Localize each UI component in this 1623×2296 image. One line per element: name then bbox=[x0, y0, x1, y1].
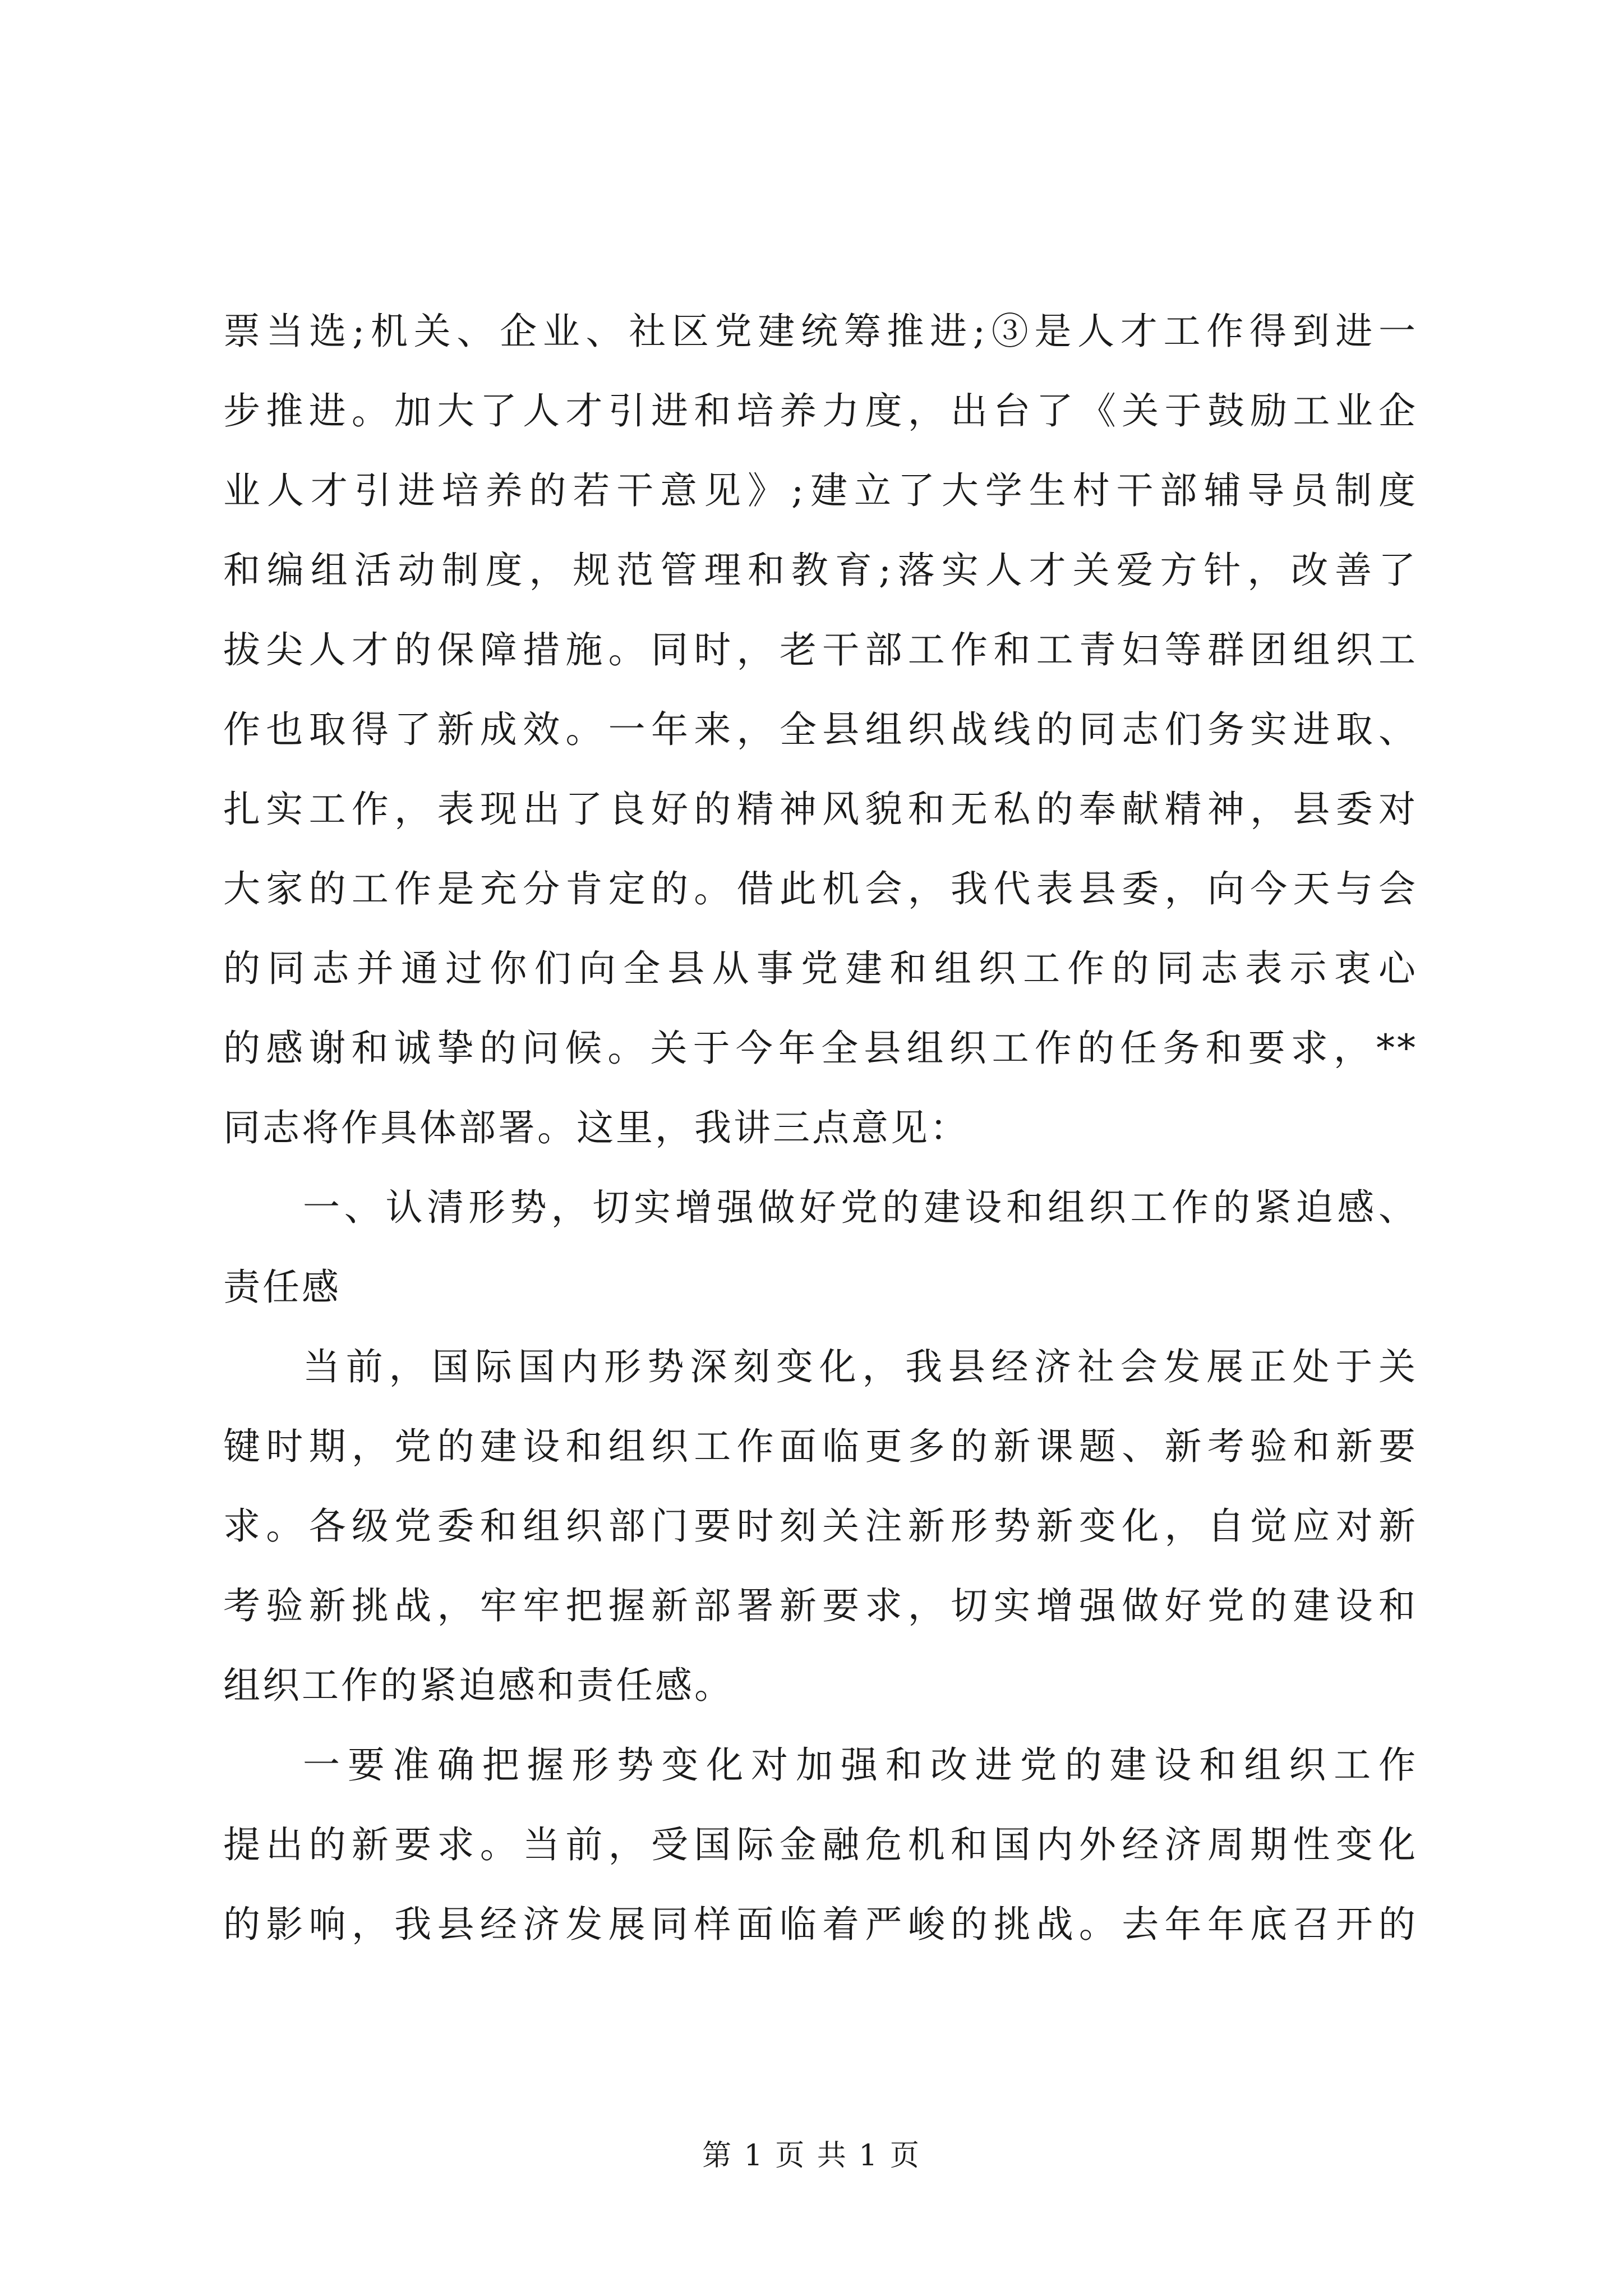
text-line: 步推进。加大了人才引进和培养力度，出台了《关于鼓励工业企 bbox=[223, 389, 1418, 432]
body-text bbox=[223, 292, 1418, 1964]
text-line: 考验新挑战，牢牢把握新部署新要求，切实增强做好党的建设和 bbox=[223, 1584, 1418, 1627]
section-heading-line: 责任感 bbox=[223, 1266, 341, 1309]
section-heading-line: 一、认清形势，切实增强做好党的建设和组织工作的紧迫感、 bbox=[303, 1186, 1418, 1229]
text-line: 拔尖人才的保障措施。同时，老干部工作和工青妇等群团组织工 bbox=[223, 628, 1418, 671]
page-footer: 第 1 页 共 1 页 bbox=[702, 2139, 921, 2173]
text-line: 和编组活动制度，规范管理和教育;落实人才关爱方针，改善了 bbox=[223, 549, 1418, 592]
text-line: 当前，国际国内形势深刻变化，我县经济社会发展正处于关 bbox=[303, 1345, 1418, 1388]
text-line: 的影响，我县经济发展同样面临着严峻的挑战。去年年底召开的 bbox=[223, 1903, 1418, 1946]
text-line: 键时期，党的建设和组织工作面临更多的新课题、新考验和新要 bbox=[223, 1425, 1418, 1468]
text-line: 业人才引进培养的若干意见》;建立了大学生村干部辅导员制度 bbox=[223, 469, 1418, 512]
text-line: 提出的新要求。当前，受国际金融危机和国内外经济周期性变化 bbox=[223, 1823, 1418, 1866]
text-line: 求。各级党委和组织部门要时刻关注新形势新变化，自觉应对新 bbox=[223, 1504, 1418, 1548]
text-line: 扎实工作，表现出了良好的精神风貌和无私的奉献精神，县委对 bbox=[223, 788, 1418, 831]
text-line: 大家的工作是充分肯定的。借此机会，我代表县委，向今天与会 bbox=[223, 867, 1418, 910]
text-line: 一要准确把握形势变化对加强和改进党的建设和组织工作 bbox=[303, 1743, 1418, 1787]
text-line: 作也取得了新成效。一年来，全县组织战线的同志们务实进取、 bbox=[223, 708, 1418, 751]
text-line: 同志将作具体部署。这里，我讲三点意见： bbox=[223, 1106, 969, 1149]
text-line: 票当选;机关、企业、社区党建统筹推进;③是人才工作得到进一 bbox=[223, 310, 1418, 353]
text-line: 组织工作的紧迫感和责任感。 bbox=[223, 1664, 734, 1707]
text-line: 的同志并通过你们向全县从事党建和组织工作的同志表示衷心 bbox=[223, 947, 1418, 990]
text-line: 的感谢和诚挚的问候。关于今年全县组织工作的任务和要求，** bbox=[223, 1027, 1418, 1070]
